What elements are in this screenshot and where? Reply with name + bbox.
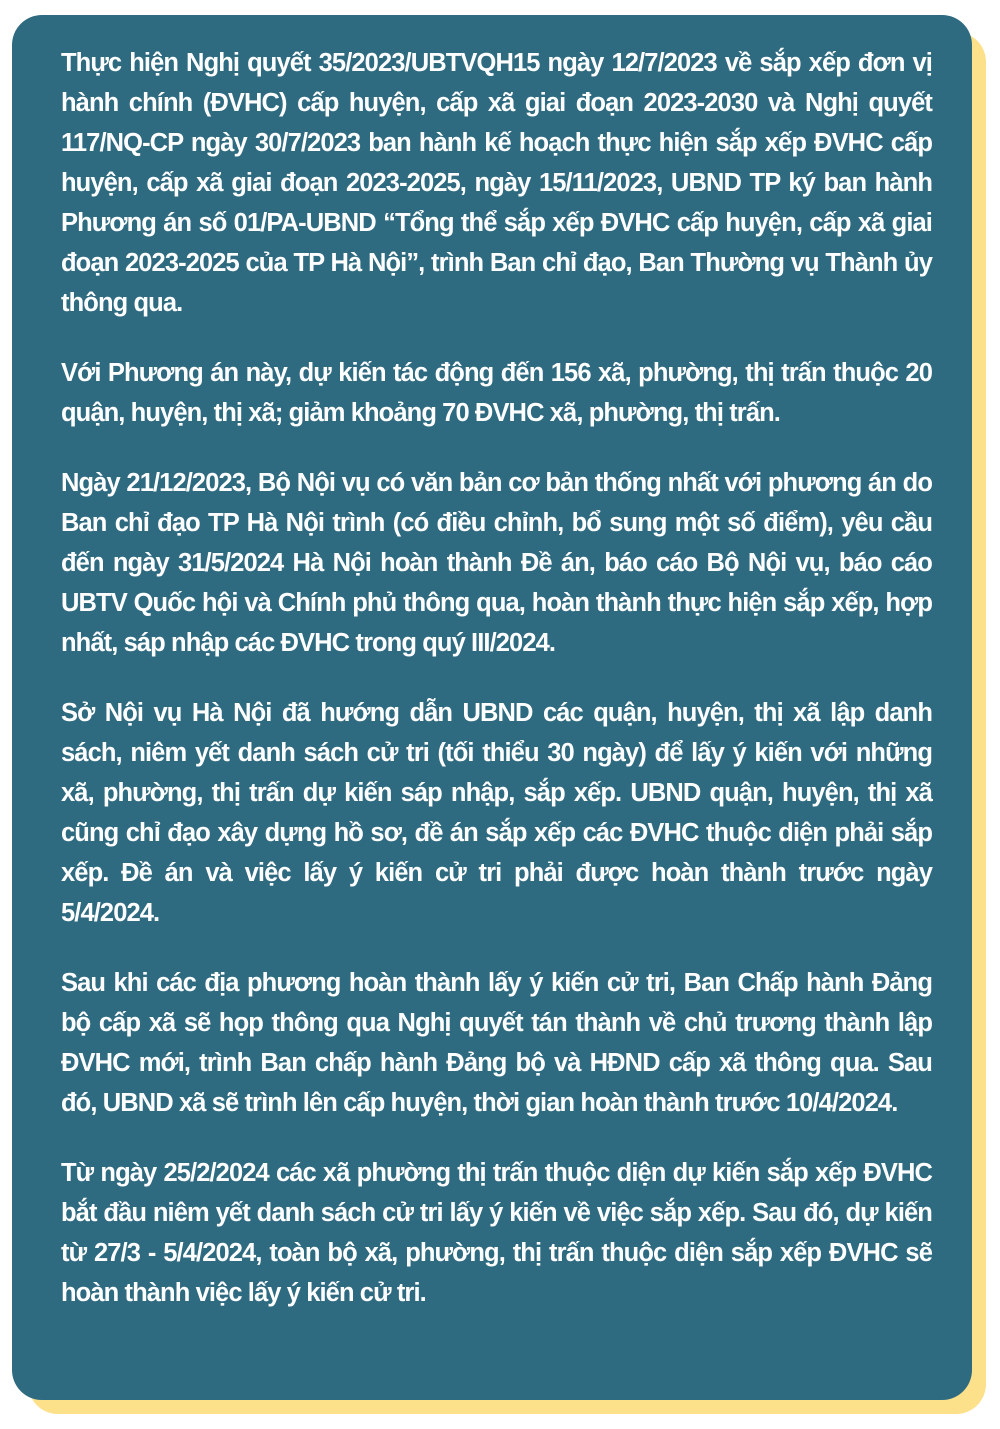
paragraph-timeline: Từ ngày 25/2/2024 các xã phường thị trấn thuộc diện dự kiến sắp xếp ĐVHC bắt đầu niêm yết danh sách cử tri lấy ý kiến về việc sắp xếp. Sau đó, dự kiến từ 27/3 - 5/4/2024, toàn bộ xã, phường, thị trấn thuộc diện sắp xếp ĐVHC sẽ hoàn thành việc lấy ý kiến cử tri.: [61, 1159, 932, 1307]
content-card: [12, 15, 972, 1400]
paragraph-ministry-approval: Ngày 21/12/2023, Bộ Nội vụ có văn bản cơ bản thống nhất với phương án do Ban chỉ đạo TP Hà Nội trình (có điều chỉnh, bổ sung một số điểm), yêu cầu đến ngày 31/5/2024 Hà Nội hoàn thành Đề án, báo cáo Bộ Nội vụ, báo cáo UBTV Quốc hội và Chính phủ thông qua, hoàn thành thực hiện sắp xếp, hợp nhất, sáp nhập các ĐVHC trong quý III/2024.: [61, 469, 932, 657]
paragraph-party-committee: Sau khi các địa phương hoàn thành lấy ý kiến cử tri, Ban Chấp hành Đảng bộ cấp xã sẽ họp thông qua Nghị quyết tán thành về chủ trương thành lập ĐVHC mới, trình Ban chấp hành Đảng bộ và HĐND cấp xã thông qua. Sau đó, UBND xã sẽ trình lên cấp huyện, thời gian hoàn thành trước 10/4/2024.: [61, 969, 932, 1117]
paragraph-impact: Với Phương án này, dự kiến tác động đến 156 xã, phường, thị trấn thuộc 20 quận, huyện, thị xã; giảm khoảng 70 ĐVHC xã, phường, thị trấn.: [61, 359, 932, 427]
paragraph-resolution-plan: Thực hiện Nghị quyết 35/2023/UBTVQH15 ngày 12/7/2023 về sắp xếp đơn vị hành chính (ĐVHC) cấp huyện, cấp xã giai đoạn 2023-2030 và Nghị quyết 117/NQ-CP ngày 30/7/2023 ban hành kế hoạch thực hiện sắp xếp ĐVHC cấp huyện, cấp xã giai đoạn 2023-2025, ngày 15/11/2023, UBND TP ký ban hành Phương án số 01/PA-UBND “Tổng thể sắp xếp ĐVHC cấp huyện, cấp xã giai đoạn 2023-2025 của TP Hà Nội”, trình Ban chỉ đạo, Ban Thường vụ Thành ủy thông qua.: [61, 49, 932, 317]
paragraph-voter-consultation: Sở Nội vụ Hà Nội đã hướng dẫn UBND các quận, huyện, thị xã lập danh sách, niêm yết danh sách cử tri (tối thiểu 30 ngày) để lấy ý kiến với những xã, phường, thị trấn dự kiến sáp nhập, sắp xếp. UBND quận, huyện, thị xã cũng chỉ đạo xây dựng hồ sơ, đề án sắp xếp các ĐVHC thuộc diện phải sắp xếp. Đề án và việc lấy ý kiến cử tri phải được hoàn thành trước ngày 5/4/2024.: [61, 699, 932, 927]
